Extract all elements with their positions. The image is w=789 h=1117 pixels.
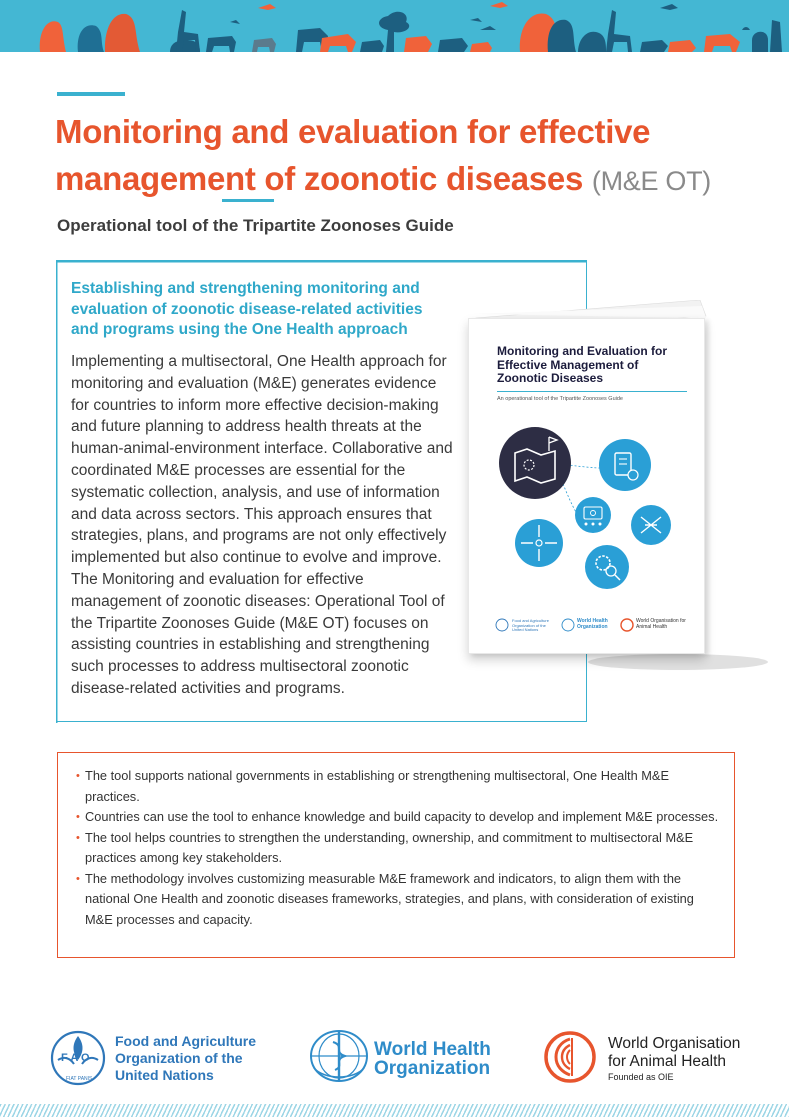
fao-line-1: Food and Agriculture bbox=[115, 1033, 257, 1049]
who-line-2: Organization bbox=[374, 1058, 491, 1079]
fao-emblem-motto: FIAT PANIS bbox=[66, 1076, 93, 1082]
fao-line-3: United Nations bbox=[115, 1067, 214, 1083]
woah-logo-text bbox=[608, 1035, 740, 1083]
gear-search-icon bbox=[585, 545, 629, 589]
cover-woah-emblem-icon bbox=[621, 619, 633, 631]
who-emblem-icon bbox=[308, 1028, 370, 1084]
key-point-item: • The tool helps countries to strengthen the understanding, ownership, and commitment to multisectoral M&E practices among key stakeholders. bbox=[76, 828, 724, 869]
who-logo-text bbox=[374, 1040, 491, 1078]
title-underline-accent bbox=[222, 199, 274, 202]
woah-line-2: for Animal Health bbox=[608, 1053, 727, 1070]
info-paragraph-1: Implementing a multisectoral, One Health approach for monitoring and evaluation (M&E) generates evidence for countries to inform more effective decision-making and future planning to address health threats at the human-animal-environment interface. Collaborative and coordinated M&E processes are essential for the systematic collection, analysis, and use of information and data across sectors. This approach ensures that strategies, plans, and programs are not only effectively implemented but also continue to evolve and improve. bbox=[71, 353, 453, 567]
cover-who-emblem-icon bbox=[562, 619, 574, 631]
fao-line-2: Organization of the bbox=[115, 1050, 243, 1066]
fao-logo-text bbox=[115, 1033, 256, 1084]
map-icon bbox=[499, 427, 571, 499]
document-icon bbox=[599, 439, 651, 491]
cover-logo-woah-text: World Organisation for Animal Health bbox=[636, 618, 686, 630]
cover-icons-graphic bbox=[469, 319, 706, 655]
key-point-item: • Countries can use the tool to enhance knowledge and build capacity to develop and implement M&E processes. bbox=[76, 807, 724, 828]
who-line-1: World Health bbox=[374, 1039, 491, 1060]
woah-line-1: World Organisation bbox=[608, 1035, 741, 1052]
page-title bbox=[55, 108, 755, 205]
key-point-item: • The tool supports national governments in establishing or strengthening multisectoral, One Health M&E practices. bbox=[76, 766, 724, 807]
cover-title: Monitoring and Evaluation for Effective Management of Zoonotic Diseases bbox=[497, 344, 667, 385]
key-points-list bbox=[76, 766, 724, 930]
footer-stripe-decoration bbox=[0, 1104, 789, 1117]
fao-emblem-letters: F A O bbox=[61, 1052, 90, 1064]
monitor-icon bbox=[575, 497, 611, 533]
title-accent-bar bbox=[57, 92, 125, 96]
page-title-main: Monitoring and evaluation for effective management of zoonotic diseases bbox=[55, 113, 651, 197]
cover-fao-emblem-icon bbox=[496, 619, 508, 631]
info-box-lead: Establishing and strengthening monitoring and evaluation of zoonotic disease-related activities and programs using the One Health approach bbox=[71, 280, 423, 338]
woah-emblem-icon bbox=[542, 1030, 600, 1084]
header-banner-illustration bbox=[0, 0, 789, 52]
page-subtitle: Operational tool of the Tripartite Zoonoses Guide bbox=[57, 216, 454, 235]
key-point-item: • The methodology involves customizing measurable M&E framework and indicators, to align them with the national One Health and zoonotic diseases frameworks, strategies, and plans, with consideration of existing M&E processes and capacity. bbox=[76, 869, 724, 931]
info-paragraph-2: The Monitoring and evaluation for effective management of zoonotic diseases: Operational Tool of the Tripartite Zoonoses Guide (M&E OT) focuses on assisting countries in establishing and strengthening such processes to address multisectoral zoonotic disease-related activities and programs. bbox=[71, 570, 445, 697]
cover-logo-who-text: World Health Organization bbox=[577, 618, 608, 630]
cover-logo-fao-text: Food and Agriculture Organization of the United Nations bbox=[512, 618, 549, 632]
report-cover bbox=[468, 318, 705, 654]
info-box-body bbox=[71, 351, 456, 700]
key-points-box bbox=[57, 752, 735, 958]
page-title-abbreviation: (M&E OT) bbox=[591, 166, 711, 196]
cover-subtitle: An operational tool of the Tripartite Zoonoses Guide bbox=[497, 396, 623, 402]
woah-line-3: Founded as OIE bbox=[608, 1072, 674, 1082]
fao-emblem-icon bbox=[50, 1030, 106, 1086]
animals-people-silhouettes-illustration bbox=[0, 0, 789, 52]
